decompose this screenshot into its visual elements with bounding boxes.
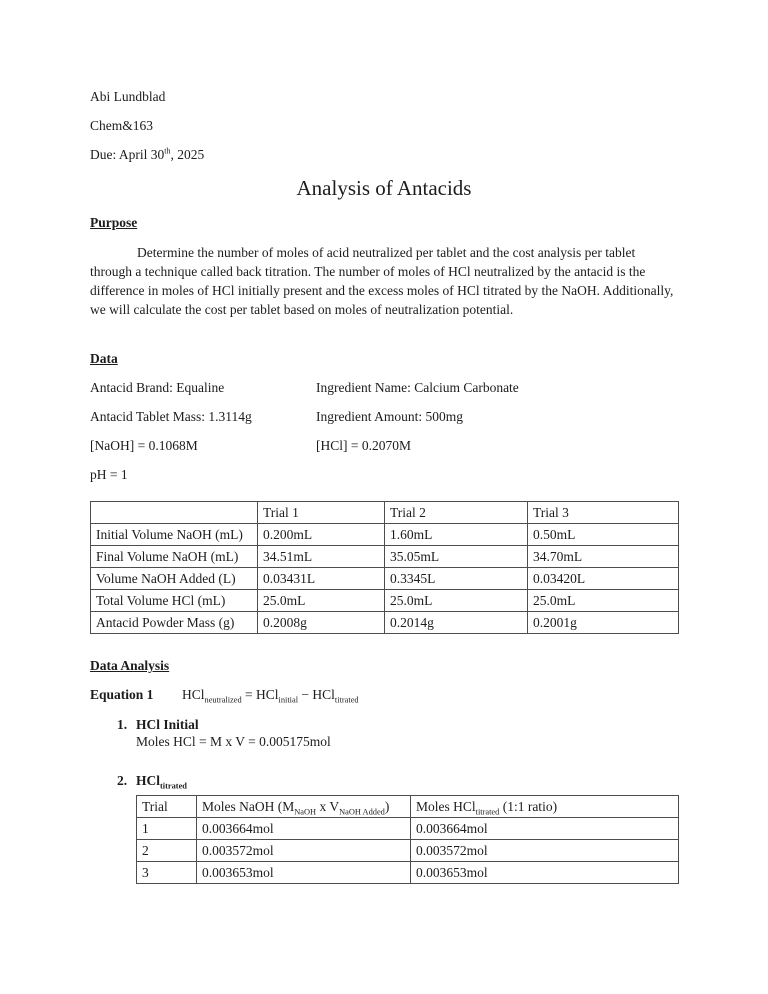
item-2-title-line bbox=[117, 773, 678, 791]
cell-value: 25.0mL bbox=[385, 590, 528, 612]
header-cell-trial3: Trial 3 bbox=[528, 502, 679, 524]
cell-value: 34.51mL bbox=[258, 546, 385, 568]
data-row-mass bbox=[90, 410, 678, 424]
equation-term: − HCl bbox=[298, 687, 335, 702]
header-cell-empty bbox=[91, 502, 258, 524]
table-row bbox=[91, 590, 679, 612]
naoh-concentration: [NaOH] = 0.1068M bbox=[90, 438, 198, 453]
equation-term: HCl bbox=[182, 687, 205, 702]
due-date-prefix: Due: April 30 bbox=[90, 147, 165, 162]
header-subscript: titrated bbox=[475, 807, 500, 817]
course-line: Chem&163 bbox=[90, 118, 153, 133]
cell-moles-hcl: 0.003572mol bbox=[411, 840, 679, 862]
cell-value: 0.2001g bbox=[528, 612, 679, 634]
header-term: (1:1 ratio) bbox=[499, 798, 558, 814]
data-row-concentrations bbox=[90, 439, 678, 453]
due-date-line bbox=[90, 148, 678, 162]
item-1-title-line bbox=[117, 717, 678, 732]
item-1-number: 1. bbox=[117, 717, 128, 732]
header-cell-trial2: Trial 2 bbox=[385, 502, 528, 524]
analysis-item-1 bbox=[117, 717, 678, 732]
equation-subscript: initial bbox=[278, 695, 299, 705]
cell-moles-hcl: 0.003664mol bbox=[411, 818, 679, 840]
header-cell-moles-hcl bbox=[411, 796, 679, 818]
hcl-concentration: [HCl] = 0.2070M bbox=[316, 438, 411, 453]
ingredient-name: Ingredient Name: Calcium Carbonate bbox=[316, 380, 519, 395]
cell-moles-naoh: 0.003653mol bbox=[197, 862, 411, 884]
ingredient-amount: Ingredient Amount: 500mg bbox=[316, 409, 463, 424]
cell-value: 1.60mL bbox=[385, 524, 528, 546]
table-row bbox=[91, 568, 679, 590]
table-row bbox=[91, 612, 679, 634]
equation-1-label: Equation 1 bbox=[90, 687, 154, 702]
header-cell-moles-naoh bbox=[197, 796, 411, 818]
table-row bbox=[137, 818, 679, 840]
tablet-mass: Antacid Tablet Mass: 1.3114g bbox=[90, 409, 252, 424]
cell-value: 34.70mL bbox=[528, 546, 679, 568]
row-label: Initial Volume NaOH (mL) bbox=[91, 524, 258, 546]
data-row-ph bbox=[90, 468, 678, 482]
cell-value: 0.3345L bbox=[385, 568, 528, 590]
due-date-suffix: , 2025 bbox=[170, 147, 205, 162]
table-row bbox=[137, 862, 679, 884]
header-cell-trial: Trial bbox=[137, 796, 197, 818]
equation-1-formula bbox=[182, 687, 359, 705]
cell-value: 25.0mL bbox=[258, 590, 385, 612]
ph-value: pH = 1 bbox=[90, 467, 128, 482]
equation-subscript: neutralized bbox=[204, 695, 242, 705]
row-label: Final Volume NaOH (mL) bbox=[91, 546, 258, 568]
table-header-row bbox=[91, 502, 679, 524]
table-header-row bbox=[137, 796, 679, 818]
item-2-title-base: HCl bbox=[136, 773, 161, 788]
item-1-calculation: Moles HCl = M x V = 0.005175mol bbox=[136, 734, 331, 749]
row-label: Total Volume HCl (mL) bbox=[91, 590, 258, 612]
analysis-item-2 bbox=[117, 773, 678, 791]
author-line: Abi Lundblad bbox=[90, 89, 166, 104]
row-label: Volume NaOH Added (L) bbox=[91, 568, 258, 590]
data-analysis-heading: Data Analysis bbox=[90, 658, 170, 673]
cell-moles-hcl: 0.003653mol bbox=[411, 862, 679, 884]
header-subscript: NaOH bbox=[294, 807, 317, 817]
cell-value: 35.05mL bbox=[385, 546, 528, 568]
trials-data-table bbox=[90, 501, 679, 634]
cell-value: 0.200mL bbox=[258, 524, 385, 546]
header-term: x V bbox=[316, 798, 340, 814]
table-row bbox=[91, 546, 679, 568]
item-2-title bbox=[136, 773, 187, 791]
equation-term: = HCl bbox=[241, 687, 279, 702]
item-2-number: 2. bbox=[117, 773, 128, 788]
data-row-brand bbox=[90, 381, 678, 395]
cell-value: 0.03431L bbox=[258, 568, 385, 590]
cell-value: 0.03420L bbox=[528, 568, 679, 590]
row-label: Antacid Powder Mass (g) bbox=[91, 612, 258, 634]
document-title: Analysis of Antacids bbox=[296, 176, 472, 200]
header-term: Moles NaOH (M bbox=[202, 798, 295, 814]
data-heading: Data bbox=[90, 351, 118, 366]
cell-moles-naoh: 0.003664mol bbox=[197, 818, 411, 840]
cell-trial-number: 1 bbox=[137, 818, 197, 840]
cell-value: 0.2014g bbox=[385, 612, 528, 634]
header-term: Moles HCl bbox=[416, 798, 476, 814]
purpose-paragraph: Determine the number of moles of acid neutralized per tablet and the cost analysis per tablet through a technique called back titration. The number of moles of HCl neutralized by the antacid is the difference in moles of HCl initially present and the excess moles of HCl titrated by the NaOH. Additionally, we will calculate the cost per tablet based on moles of neutralization potential. bbox=[90, 245, 674, 317]
cell-trial-number: 2 bbox=[137, 840, 197, 862]
table-row bbox=[137, 840, 679, 862]
equation-1 bbox=[90, 687, 678, 705]
cell-value: 0.2008g bbox=[258, 612, 385, 634]
purpose-heading: Purpose bbox=[90, 215, 138, 230]
cell-value: 0.50mL bbox=[528, 524, 679, 546]
header-term: ) bbox=[384, 798, 390, 814]
header-cell-trial1: Trial 1 bbox=[258, 502, 385, 524]
titration-results-table bbox=[136, 795, 679, 884]
antacid-brand: Antacid Brand: Equaline bbox=[90, 380, 225, 395]
table-row bbox=[91, 524, 679, 546]
item-1-title: HCl Initial bbox=[136, 717, 199, 732]
cell-moles-naoh: 0.003572mol bbox=[197, 840, 411, 862]
cell-value: 25.0mL bbox=[528, 590, 679, 612]
equation-subscript: titrated bbox=[334, 695, 359, 705]
header-subscript: NaOH Added bbox=[339, 807, 385, 817]
item-2-title-subscript: titrated bbox=[160, 781, 187, 791]
due-date-ordinal: th bbox=[164, 146, 171, 156]
cell-trial-number: 3 bbox=[137, 862, 197, 884]
